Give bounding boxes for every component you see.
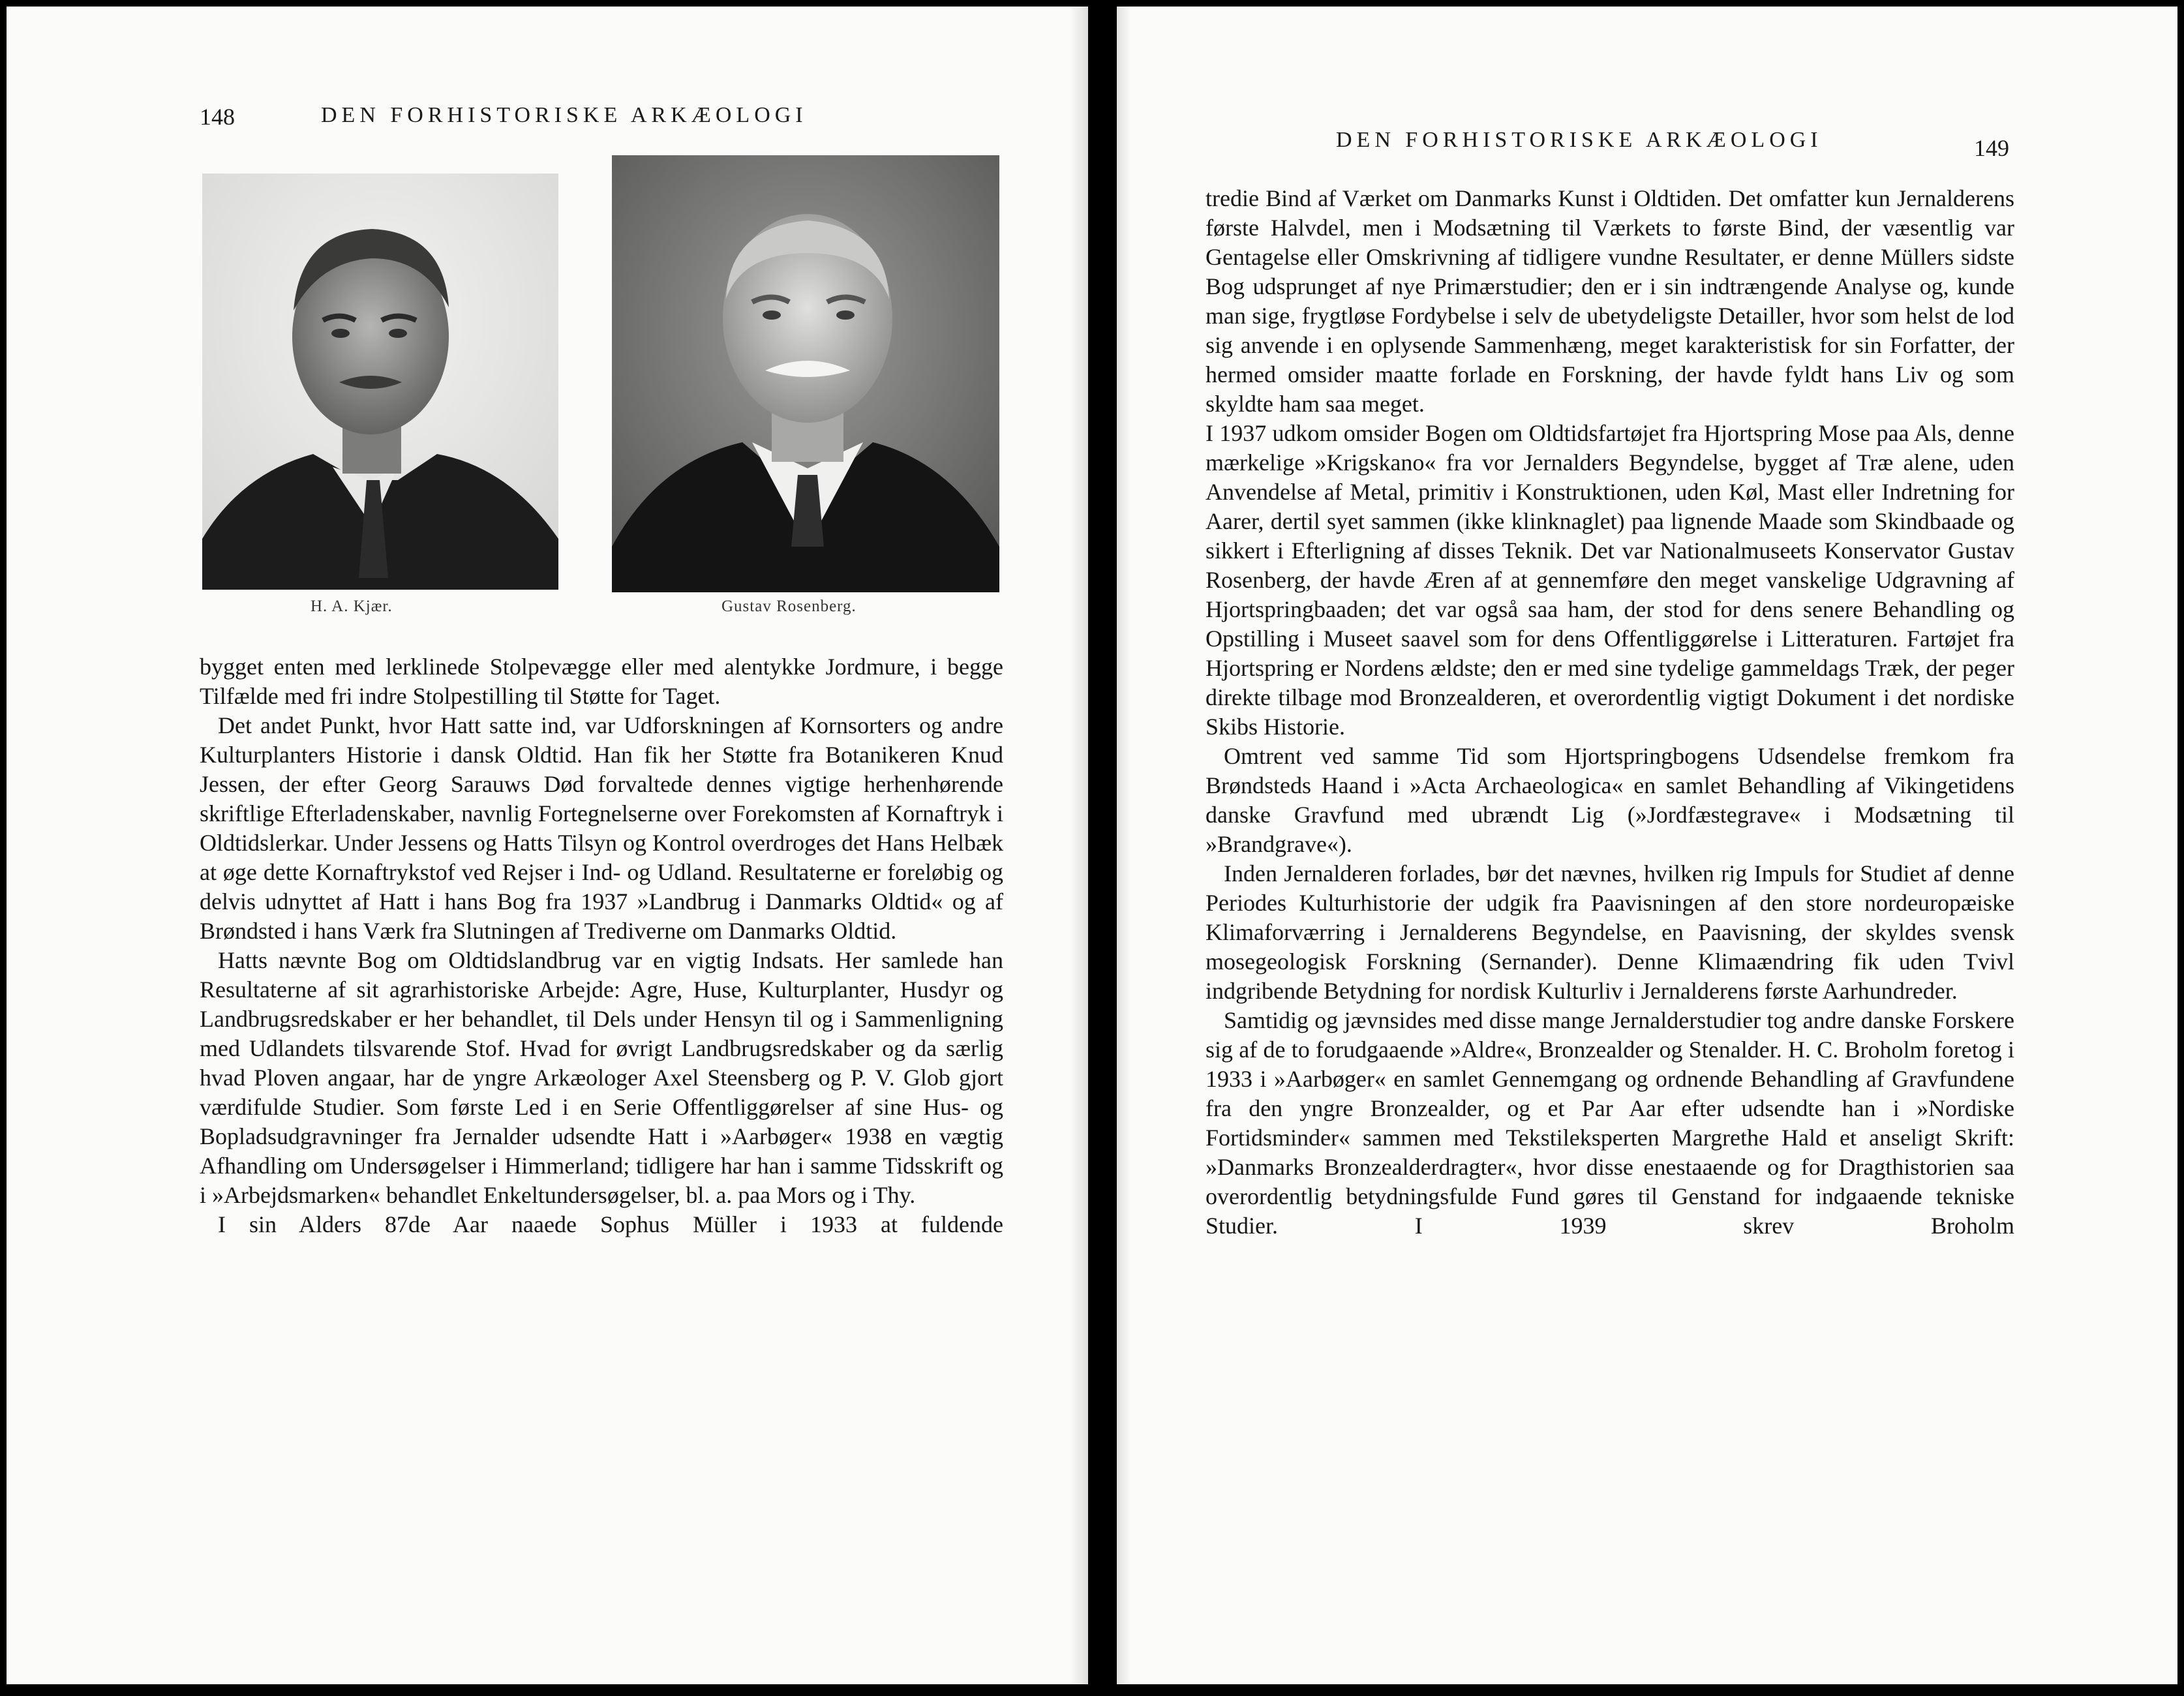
photo-caption: H. A. Kjær.: [311, 598, 393, 615]
gutter-shadow: [1070, 7, 1088, 1684]
paragraph: Hatts nævnte Bog om Oldtidslandbrug var en vigtig Indsats. Her samlede han Resultaterne af sit agrarhistoriske Arbejde: Agre, Huse, Kulturplanter, Husdyr og Landbrugsredskaber er her behandlet, til Dels under Hensyn til og i Sammenligning med Udlandets tilsvarende Stof. Hvad for øvrigt Landbrugsredskaber og da særlig hvad Ploven angaar, har de yngre Arkæologer Axel Steensberg og P. V. Glob gjort værdifulde Studier. Som første Led i en Serie Offentliggørelser af sine Hus- og Bopladsudgravninger fra Jernalder udsendte Hatt i »Aarbøger« 1938 en vægtig Afhandling om Undersøgelser i Himmerland; tidligere har han i samme Tidsskrift og i »Arbejdsmarken« behandlet Enkeltundersøgelser, bl. a. paa Mors og i Thy.: [200, 947, 1003, 1208]
portrait-photo-rosenberg: [612, 155, 999, 592]
paragraph: tredie Bind af Værket om Danmarks Kunst i Oldtiden. Det omfatter kun Jernalderens første Halvdel, men i Modsætning til Værkets to første Bind, der væsentlig var Gentagelse eller Omskrivning af tidligere vundne Resultater, er denne Müllers sidste Bog udsprunget af nye Primærstudier; den er i sin indtrængende Analyse og, kunde man sige, frygtløse Fordybelse i selv de ubetydeligste Detailler, hvor som helst de lod sig anvende i en oplysende Sammenhæng, meget karakteristisk for sin Forfatter, der hermed omsider maatte forlade en Forskning, der havde fyldt hans Liv og som skyldte ham saa meget.: [1206, 185, 2014, 417]
body-text: [200, 652, 1003, 1239]
running-head: DEN FORHISTORISKE ARKÆOLOGI: [1336, 128, 1823, 152]
paragraph: I sin Alders 87de Aar naaede Sophus Müller i 1933 at fuldende: [218, 1211, 1003, 1237]
body-text: [1206, 184, 2014, 1241]
photo-caption: Gustav Rosenberg.: [721, 598, 857, 615]
paragraph: Inden Jernalderen forlades, bør det nævnes, hvilken rig Impuls for Studiet af denne Periodes Kulturhistorie der udgik fra Paavisningen af den store nordeuropæiske Klimaforværring i Jernalderens Begyndelse, en Paavisning, der skyldes svensk mosegeologisk Forskning (Sernander). Denne Klimaændring fik uden Tvivl indgribende Betydning for nordisk Kulturliv i Jernalderens første Aarhundreder.: [1206, 860, 2014, 1004]
page-number: 149: [1974, 135, 2009, 161]
left-page: [7, 7, 1088, 1684]
right-page: [1117, 7, 2177, 1684]
portrait-photo-kjaer: [202, 174, 558, 590]
gutter-shadow: [1117, 7, 1131, 1684]
paragraph: Det andet Punkt, hvor Hatt satte ind, var Udforskningen af Kornsorters og andre Kulturplanters Historie i dansk Oldtid. Han fik her Støtte fra Botanikeren Knud Jessen, der efter Georg Sarauws Død forvaltede dennes vigtige herhenhørende skriftlige Efterladenskaber, navnlig Fortegnelserne over Forekomsten af Kornaftryk i Oldtidslerkar. Under Jessens og Hatts Tilsyn og Kontrol overdroges det Hans Helbæk at øge dette Kornaftrykstof ved Rejser i Ind- og Udland. Resultaterne er foreløbig og delvis udnyttet af Hatt i hans Bog fra 1937 »Landbrug i Danmarks Oldtid« og af Brøndsted i hans Værk fra Slutningen af Trediverne om Danmarks Oldtid.: [200, 712, 1003, 944]
page-number: 148: [200, 104, 235, 130]
paragraph: Samtidig og jævnsides med disse mange Jernalderstudier tog andre danske Forskere sig af de to forudgaaende »Aldre«, Bronzealder og Stenalder. H. C. Broholm foretog i 1933 i »Aarbøger« en samlet Gennemgang og ordnende Behandling af Gravfundene fra den yngre Bronzealder, og et Par Aar efter udsendte han i »Nordiske Fortidsminder« sammen med Tekstileksperten Margrethe Hald et anseligt Skrift: »Danmarks Bronzealderdragter«, hvor disse enestaaende og for Dragthistorien saa overordentlig betydningsfulde Fund gøres til Genstand for indgaaende tekniske Studier. I 1939 skrev Broholm: [1206, 1007, 2014, 1239]
paragraph: bygget enten med lerklinede Stolpevægge eller med alentykke Jordmure, i begge Tilfælde med fri indre Stolpestilling til Støtte for Taget.: [200, 654, 1003, 709]
paragraph: Omtrent ved samme Tid som Hjortspringbogens Udsendelse fremkom fra Brøndsteds Haand i »Acta Archaeologica« en samlet Behandling af Vikingetidens danske Gravfund med ubrændt Lig (»Jordfæstegrave« i Modsætning til »Brandgrave«).: [1206, 743, 2014, 857]
paragraph: I 1937 udkom omsider Bogen om Oldtidsfartøjet fra Hjortspring Mose paa Als, denne mærkelige »Krigskano« fra vor Jernalders Begyndelse, bygget af Træ alene, uden Anvendelse af Metal, primitiv i Konstruktionen, uden Køl, Mast eller Indretning for Aarer, dertil syet sammen (ikke klinknaglet) paa lignende Maade som Skindbaade og sikkert i Efterligning af disses Teknik. Det var Nationalmuseets Konservator Gustav Rosenberg, der havde Æren af at gennemføre den meget vanskelige Udgravning af Hjortspringbaaden; det var også saa ham, der stod for dens senere Behandling og Opstilling i Museet saavel som for dens Offentliggørelse i Litteraturen. Fartøjet fra Hjortspring er Nordens ældste; den er med sine tydelige gammeldags Træk, der peger direkte tilbage mod Bronzealderen, et overordentlig vigtigt Dokument i det nordiske Skibs Historie.: [1206, 420, 2014, 740]
running-head: DEN FORHISTORISKE ARKÆOLOGI: [321, 103, 808, 127]
